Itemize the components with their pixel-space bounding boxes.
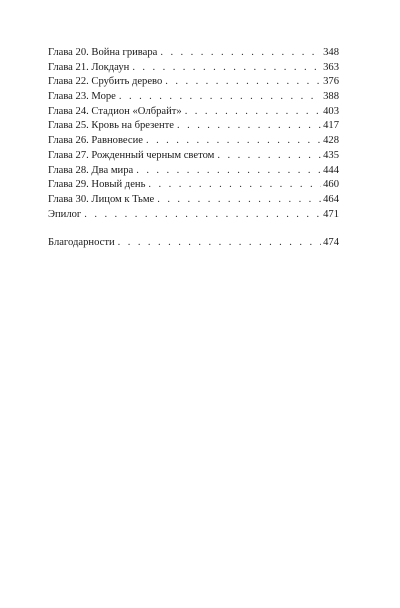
dot-leader [132,61,321,76]
toc-entry-title: Глава 21. Локдаун [48,61,130,73]
toc-entry-epilogue [48,208,339,223]
toc-entry-title: Глава 27. Рожденный черным светом [48,149,215,161]
toc-entry-page: 403 [323,105,339,117]
toc-entry-chapter-30 [48,193,339,208]
dot-leader [177,119,321,134]
toc-entry-page: 417 [323,120,339,132]
dot-leader [185,105,321,120]
toc-entry-title: Глава 22. Срубить дерево [48,76,163,88]
dot-leader [217,149,321,164]
toc-entry-page: 428 [323,135,339,147]
toc-entry-title: Глава 23. Море [48,91,116,103]
dot-leader [146,134,321,149]
dot-leader [119,90,321,105]
toc-entry-chapter-26 [48,134,339,149]
toc-entry-page: 471 [323,208,339,220]
toc-entry-title: Глава 30. Лицом к Тьме [48,193,155,205]
toc-entry-acknowledgments [48,236,339,251]
toc-entry-title: Глава 28. Два мира [48,164,134,176]
toc-entry-title: Эпилог [48,208,82,220]
dot-leader [157,193,321,208]
toc-entry-page: 376 [323,76,339,88]
dot-leader [165,75,321,90]
toc-entry-page: 435 [323,149,339,161]
dot-leader [148,178,321,193]
toc-entry-chapter-25 [48,119,339,134]
dot-leader [136,164,321,179]
toc-entry-page: 474 [323,237,339,249]
toc-entry-chapter-24 [48,105,339,120]
toc-entry-page: 388 [323,91,339,103]
toc-entry-title: Глава 25. Кровь на брезенте [48,120,174,132]
toc-entry-chapter-23 [48,90,339,105]
toc-entry-title: Благодарности [48,237,115,249]
toc-entry-chapter-27 [48,149,339,164]
toc-entry-chapter-20 [48,46,339,61]
table-of-contents [48,46,339,251]
dot-leader [160,46,321,61]
toc-entry-chapter-29 [48,178,339,193]
toc-entry-page: 460 [323,179,339,191]
toc-entry-page: 464 [323,193,339,205]
toc-entry-chapter-22 [48,75,339,90]
dot-leader [84,208,321,223]
toc-entry-page: 363 [323,61,339,73]
toc-entry-title: Глава 24. Стадион «Олбрайт» [48,105,182,117]
toc-entry-page: 444 [323,164,339,176]
dot-leader [118,236,321,251]
toc-entry-title: Глава 20. Война гривара [48,47,158,58]
toc-entry-title: Глава 29. Новый день [48,179,146,191]
toc-entry-chapter-21 [48,61,339,76]
section-spacer [48,222,339,236]
toc-entry-page: 348 [323,47,339,58]
toc-entry-chapter-28 [48,164,339,179]
toc-entry-title: Глава 26. Равновесие [48,135,143,147]
